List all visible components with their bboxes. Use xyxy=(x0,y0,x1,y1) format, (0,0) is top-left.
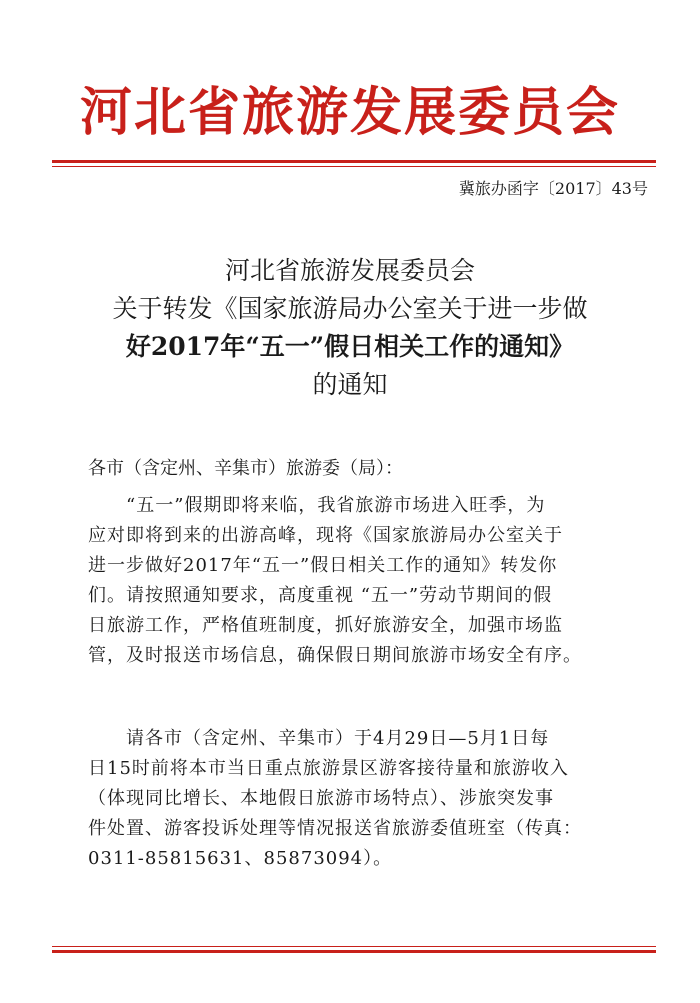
title-line: 的通知 xyxy=(312,370,388,399)
paragraph-line: 请各市（含定州、辛集市）于4月29日—5月1日每 xyxy=(88,728,550,749)
title-line: 河北省旅游发展委员会 xyxy=(224,256,475,285)
paragraph-line: 0311-85815631、85873094）。 xyxy=(88,848,393,869)
title-line: 好2017年“五一”假日相关工作的通知》 xyxy=(125,332,575,361)
letterhead-divider-thin xyxy=(52,166,656,167)
salutation: 各市（含定州、辛集市）旅游委（局）： xyxy=(88,458,403,479)
body-paragraph xyxy=(88,491,628,671)
paragraph-line: 进一步做好2017年“五一”假日相关工作的通知》转发你 xyxy=(88,555,558,576)
paragraph-line: 件处置、游客投诉处理等情况报送省旅游委值班室（传真： xyxy=(88,818,582,839)
body-paragraph xyxy=(88,724,628,874)
paragraph-line: 日旅游工作，严格值班制度，抓好旅游安全，加强市场监 xyxy=(88,615,563,636)
letterhead-divider-thick xyxy=(52,160,656,163)
paragraph-line: 日15时前将本市当日重点旅游景区游客接待量和旅游收入 xyxy=(88,758,569,779)
document-title xyxy=(60,252,640,404)
document-number: 冀旅办函字〔2017〕43号 xyxy=(458,179,648,198)
title-line: 关于转发《国家旅游局办公室关于进一步做 xyxy=(112,294,588,323)
paragraph-line: 们。请按照通知要求，高度重视 “五一”劳动节期间的假 xyxy=(88,585,553,606)
footer-divider-thin xyxy=(52,946,656,947)
paragraph-line: 管，及时报送市场信息，确保假日期间旅游市场安全有序。 xyxy=(88,645,582,666)
paragraph-line: “五一”假期即将来临，我省旅游市场进入旺季，为 xyxy=(88,495,546,516)
paragraph-line: （体现同比增长、本地假日旅游市场特点）、涉旅突发事 xyxy=(88,788,554,809)
letterhead-title: 河北省旅游发展委员会 xyxy=(79,83,620,143)
paragraph-line: 应对即将到来的出游高峰，现将《国家旅游局办公室关于 xyxy=(88,525,563,546)
footer-divider-thick xyxy=(52,950,656,953)
